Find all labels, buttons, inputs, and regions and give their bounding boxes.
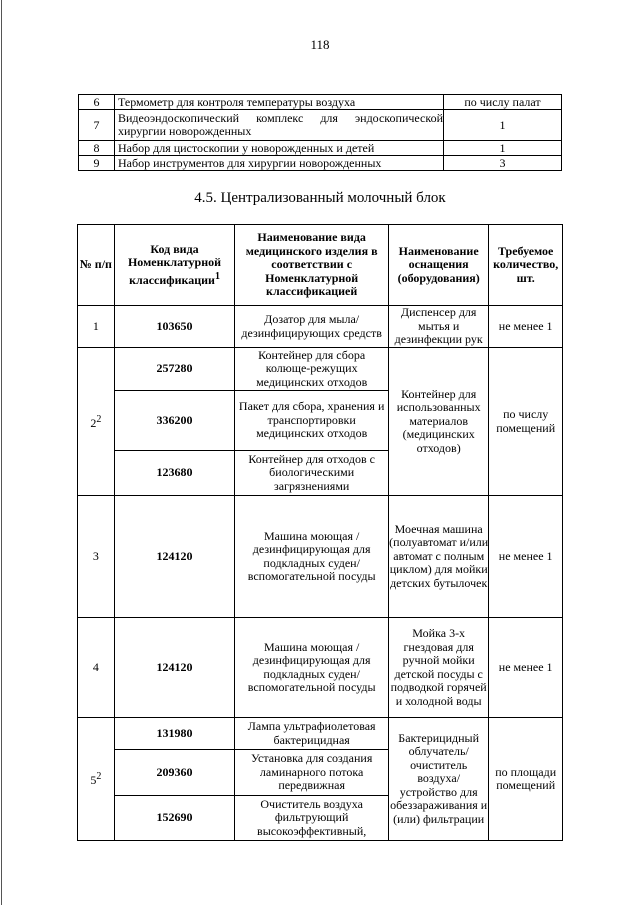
table-row — [78, 718, 563, 750]
item-quantity: 3 — [444, 156, 562, 171]
item-type: Пакет для сбора, хранения и транспортировки медицинских отходов — [235, 391, 389, 451]
table-row — [79, 141, 562, 156]
item-code: 336200 — [114, 391, 235, 451]
row-number — [78, 718, 115, 841]
item-code: 209360 — [114, 750, 235, 796]
row-number-text: 5 — [90, 773, 97, 788]
table-row — [79, 95, 562, 110]
footnote-mark: 2 — [96, 771, 102, 783]
item-quantity: не менее 1 — [489, 496, 563, 618]
section-title: 4.5. Централизованный молочный блок — [194, 190, 446, 206]
page-number: 118 — [310, 37, 330, 52]
item-code: 257280 — [114, 348, 235, 391]
item-code: 124120 — [114, 618, 235, 718]
item-type: Машина моющая /дезинфицирующая для подкладных суден/вспомогательной посуды — [235, 618, 389, 718]
item-type: Машина моющая /дезинфицирующая для подкладных суден/вспомогательной посуды — [235, 496, 389, 618]
continued-table — [78, 94, 562, 171]
header-code — [114, 225, 235, 306]
item-quantity: не менее 1 — [489, 306, 563, 348]
item-equipment: Диспенсер для мытья и дезинфекции рук — [389, 306, 489, 348]
row-number: 6 — [79, 95, 115, 110]
item-type: Дозатор для мыла/ дезинфицирующих средств — [235, 306, 389, 348]
item-code: 124120 — [114, 496, 235, 618]
item-equipment: Мойка 3-х гнездовая для ручной мойки детской посуды с подводкой горячей и холодной воды — [389, 618, 489, 718]
table-row — [79, 156, 562, 171]
item-type: Установка для создания ламинарного потока передвижная — [235, 750, 389, 796]
header-type: Наименование вида медицинского изделия в соответствии с Номенклатурной классификацией — [235, 225, 389, 306]
item-type: Контейнер для сбора колюще-режущих медицинских отходов — [235, 348, 389, 391]
table-row — [78, 496, 563, 618]
item-equipment: Бактерицидный облучатель/ очиститель воздуха/ устройство для обеззараживания и (или) фильтрации — [389, 718, 489, 841]
table-row — [78, 618, 563, 718]
item-quantity: по числу помещений — [489, 348, 563, 496]
row-number: 1 — [78, 306, 115, 348]
item-quantity: по числу палат — [444, 95, 562, 110]
header-quantity: Требуемое количество, шт. — [489, 225, 563, 306]
header-equipment: Наименование оснащения (оборудования) — [389, 225, 489, 306]
row-number: 3 — [78, 496, 115, 618]
row-number-text: 2 — [90, 415, 97, 430]
item-type: Очиститель воздуха фильтрующий высокоэффективный, — [235, 796, 389, 841]
item-type: Лампа ультрафиолетовая бактерицидная — [235, 718, 389, 750]
row-number: 7 — [79, 110, 115, 141]
item-name: Термометр для контроля температуры воздуха — [115, 95, 444, 110]
item-code: 123680 — [114, 451, 235, 496]
header-num: № п/п — [78, 225, 115, 306]
page-edge-rule — [1, 0, 2, 905]
footnote-mark: 1 — [214, 270, 220, 282]
item-name: Набор инструментов для хирургии новорожденных — [115, 156, 444, 171]
table-row — [79, 110, 562, 141]
table-row — [78, 306, 563, 348]
item-code: 152690 — [114, 796, 235, 841]
header-code-text: Код вида Номенклатурной классификации — [127, 241, 222, 287]
row-number: 8 — [79, 141, 115, 156]
equipment-table — [77, 224, 563, 841]
table-row — [78, 348, 563, 391]
row-number: 4 — [78, 618, 115, 718]
item-quantity: не менее 1 — [489, 618, 563, 718]
item-code: 103650 — [114, 306, 235, 348]
item-name: Видеоэндоскопический комплекс для эндоскопической хирургии новорожденных — [115, 110, 444, 141]
item-code: 131980 — [114, 718, 235, 750]
footnote-mark: 2 — [96, 413, 102, 425]
item-equipment: Контейнер для использованных материалов (медицинских отходов) — [389, 348, 489, 496]
item-type: Контейнер для отходов с биологическими загрязнениями — [235, 451, 389, 496]
item-quantity: 1 — [444, 110, 562, 141]
item-quantity: по площади помещений — [489, 718, 563, 841]
row-number — [78, 348, 115, 496]
item-equipment: Моечная машина (полуавтомат и/или автомат с полным циклом) для мойки детских бутылочек — [389, 496, 489, 618]
item-name: Набор для цистоскопии у новорожденных и детей — [115, 141, 444, 156]
item-quantity: 1 — [444, 141, 562, 156]
row-number: 9 — [79, 156, 115, 171]
header-row — [78, 225, 563, 306]
